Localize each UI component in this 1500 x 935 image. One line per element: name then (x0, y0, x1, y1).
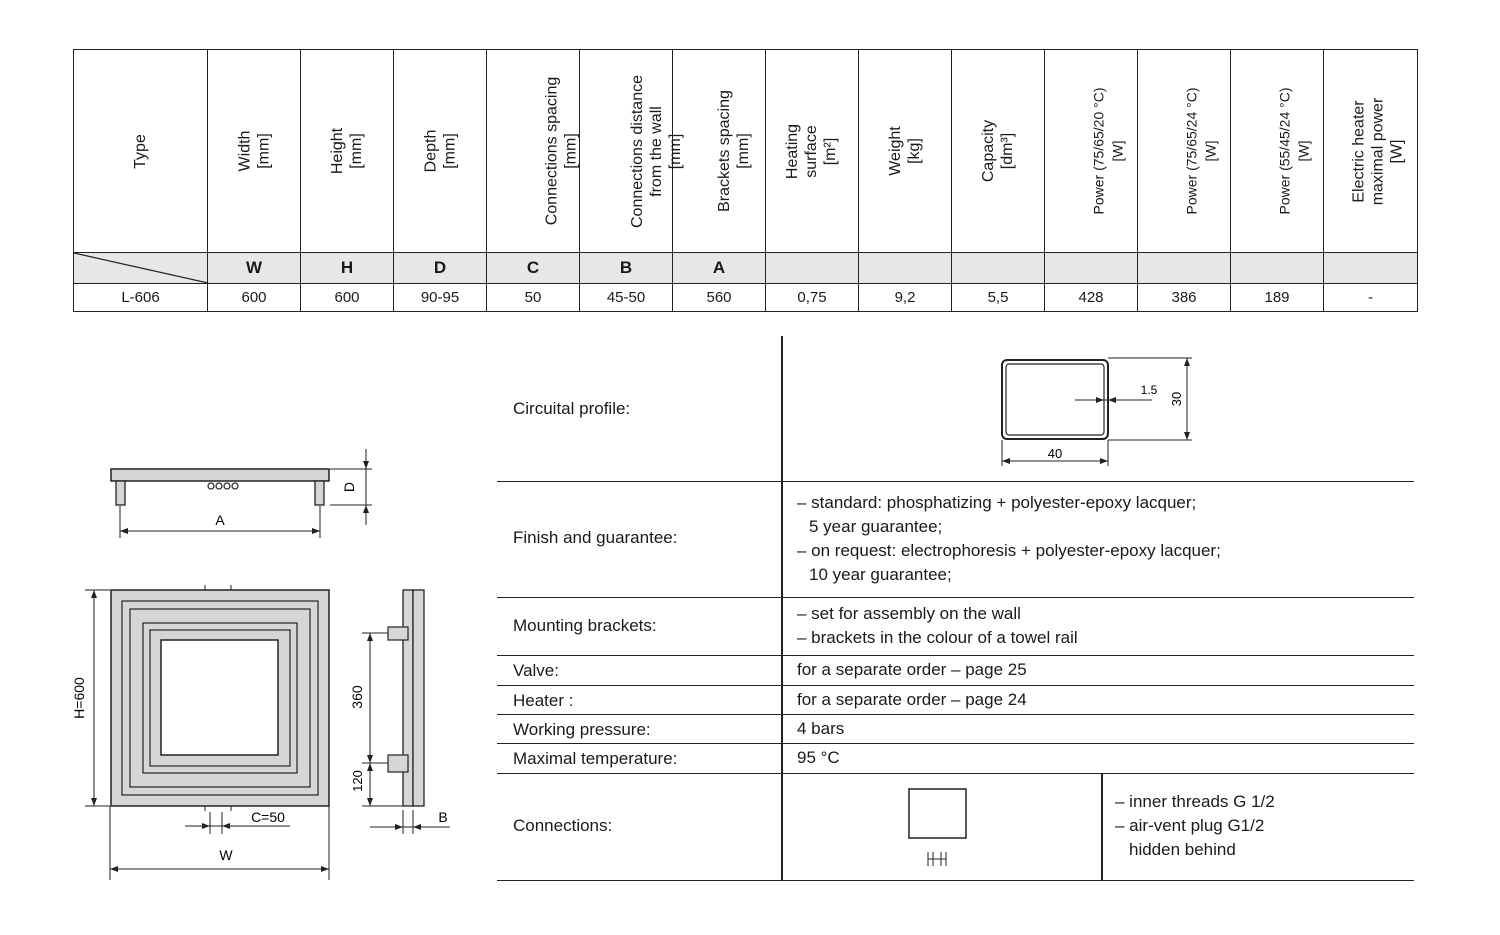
letter-empty (1231, 253, 1324, 284)
header-brackets-spacing: Brackets spacing [mm] (673, 50, 766, 253)
dim-c-label: C=50 (251, 809, 285, 825)
cell-brackets-spacing: 560 (673, 284, 766, 312)
letter-a: A (673, 253, 766, 284)
letter-empty (1324, 253, 1418, 284)
profile-diagram (987, 348, 1247, 483)
letter-b: B (580, 253, 673, 284)
label-mounting: Mounting brackets: (513, 616, 657, 635)
header-connections-distance: Connections distance from the wall [mm] (580, 50, 673, 253)
letter-c: C (487, 253, 580, 284)
row-heater (497, 686, 1414, 715)
row-temperature (497, 744, 1414, 774)
details-table (497, 336, 1414, 881)
header-connections-spacing: Connections spacing [mm] (487, 50, 580, 253)
value-mounting: – set for assembly on the wall – brackets in the colour of a towel rail (797, 604, 1078, 647)
side-view (349, 590, 450, 834)
letter-empty (859, 253, 952, 284)
row-finish (497, 482, 1414, 598)
header-weight: Weight [kg] (859, 50, 952, 253)
label-finish: Finish and guarantee: (513, 528, 678, 547)
cell-heating-surface: 0,75 (766, 284, 859, 312)
header-width: Width [mm] (208, 50, 301, 253)
letter-empty (766, 253, 859, 284)
cell-type: L-606 (74, 284, 208, 312)
label-connections: Connections: (513, 816, 613, 835)
cell-power-75-65-20: 428 (1045, 284, 1138, 312)
header-height: Height [mm] (301, 50, 394, 253)
header-capacity: Capacity [dm³] (952, 50, 1045, 253)
cell-depth: 90-95 (394, 284, 487, 312)
profile-thickness-label: 1.5 (1140, 383, 1158, 397)
cell-weight: 9,2 (859, 284, 952, 312)
top-view (111, 449, 372, 538)
letter-empty (952, 253, 1045, 284)
connections-icon (897, 784, 977, 874)
cell-connections-distance: 45-50 (580, 284, 673, 312)
cell-power-55-45-24: 189 (1231, 284, 1324, 312)
dim-w-label: W (219, 847, 233, 863)
label-valve: Valve: (513, 661, 559, 680)
cell-connections-spacing: 50 (487, 284, 580, 312)
row-valve (497, 656, 1414, 686)
row-mounting (497, 598, 1414, 656)
label-heater: Heater : (513, 691, 574, 710)
row-pressure (497, 715, 1414, 744)
label-pressure: Working pressure: (513, 720, 651, 739)
dim-a-label: A (215, 512, 225, 528)
value-finish: – standard: phosphatizing + polyester-epoxy lacquer; 5 year guarantee; – on request: electrophoresis + polyester-epoxy lacquer; 10 year guarantee; (797, 493, 1221, 584)
header-power-75-65-20: Power (75/65/20 °C) [W] (1045, 50, 1138, 253)
profile-height-label: 30 (1169, 391, 1184, 407)
value-heater: for a separate order – page 24 (797, 690, 1027, 709)
cell-electric-heater: - (1324, 284, 1418, 312)
technical-drawing (0, 0, 500, 935)
cell-capacity: 5,5 (952, 284, 1045, 312)
front-view (71, 585, 329, 880)
dim-bottom-label: 120 (350, 770, 365, 792)
header-power-55-45-24: Power (55/45/24 °C) [W] (1231, 50, 1324, 253)
profile-width-label: 40 (1047, 446, 1063, 461)
header-heating-surface: Heating surface [m²] (766, 50, 859, 253)
letter-empty (1138, 253, 1231, 284)
value-temperature: 95 °C (797, 748, 840, 767)
letter-empty (1045, 253, 1138, 284)
cell-height: 600 (301, 284, 394, 312)
letter-h: H (301, 253, 394, 284)
letter-w: W (208, 253, 301, 284)
label-temperature: Maximal temperature: (513, 749, 678, 768)
row-circuital-profile (497, 336, 1414, 482)
dim-d-label: D (341, 481, 357, 493)
row-connections (497, 774, 1414, 881)
dim-h-label: H=600 (71, 677, 87, 719)
value-connections: – inner threads G 1/2 – air-vent plug G1/2 hidden behind (1115, 792, 1275, 859)
cell-power-75-65-24: 386 (1138, 284, 1231, 312)
label-circuital-profile: Circuital profile: (513, 399, 631, 418)
cell-width: 600 (208, 284, 301, 312)
header-depth: Depth [mm] (394, 50, 487, 253)
dim-b-label: B (438, 809, 448, 825)
value-pressure: 4 bars (797, 719, 845, 738)
header-type: Type (74, 50, 208, 253)
letter-d: D (394, 253, 487, 284)
header-electric-heater: Electric heater maximal power [W] (1324, 50, 1418, 253)
header-power-75-65-24: Power (75/65/24 °C) [W] (1138, 50, 1231, 253)
dim-spacing-label: 360 (349, 685, 365, 709)
value-valve: for a separate order – page 25 (797, 660, 1027, 679)
